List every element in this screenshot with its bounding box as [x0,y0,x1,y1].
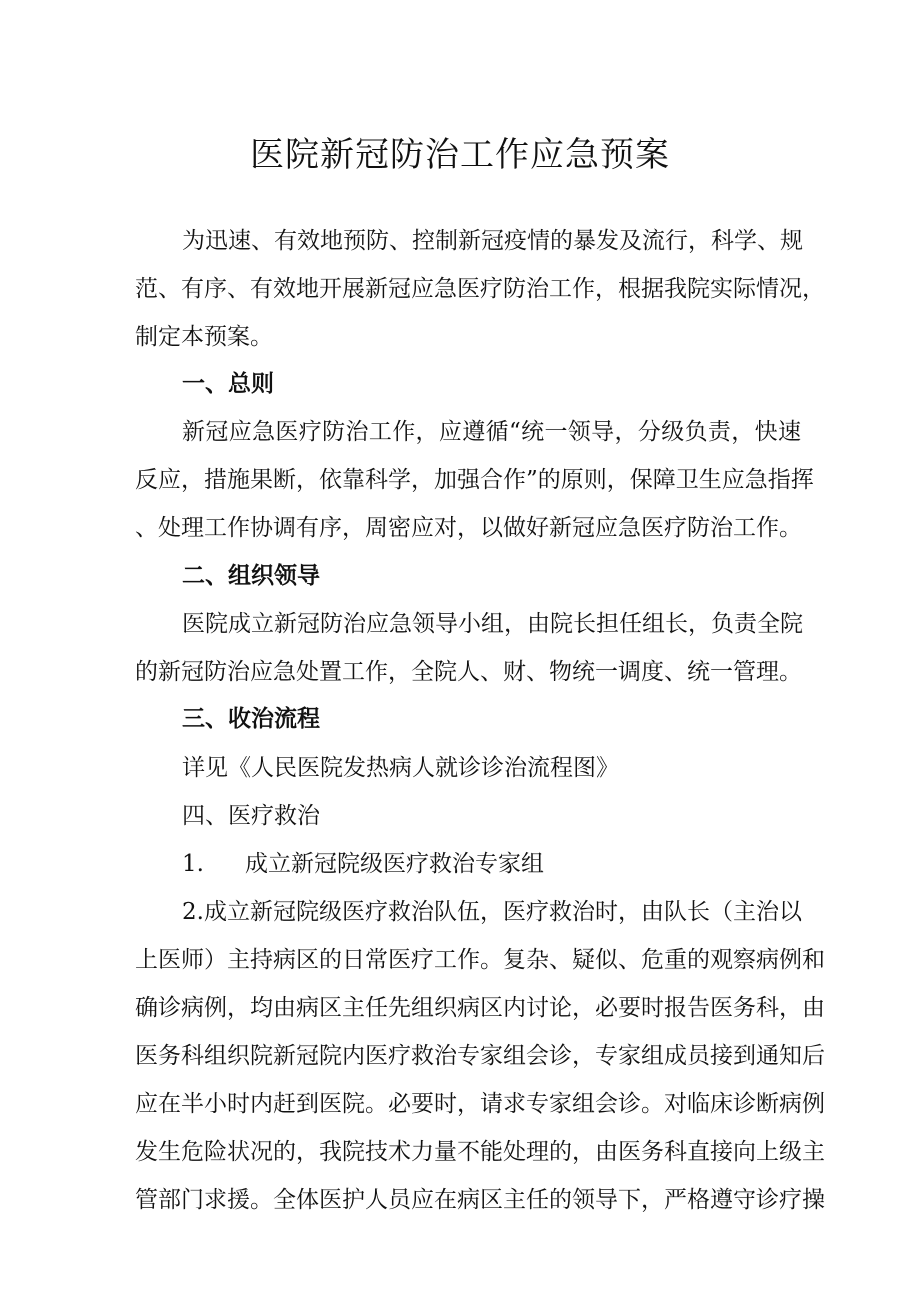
list-item-text: 成立新冠院级医疗救治专家组 [245,851,544,877]
section1-line: 新冠应急医疗防治工作，应遵循“统一领导，分级负责，快速 [182,419,801,445]
list-item-number: 1. [182,851,204,877]
section4-item2-line: 应在半小时内赶到医院。必要时，请求专家组会诊。对临床诊断病例 [135,1091,825,1117]
section4-item2-line: 上医师）主持病区的日常医疗工作。复杂、疑似、危重的观察病例和 [135,947,825,973]
section-heading-medical-treatment: 四、医疗救治 [182,803,320,829]
section4-item2-line: 发生危险状况的，我院技术力量不能处理的，由医务科直接向上级主 [135,1139,825,1165]
section1-line: 反应，措施果断，依靠科学，加强合作”的原则，保障卫生应急指挥 [135,467,814,493]
section4-item2-line: 管部门求援。全体医护人员应在病区主任的领导下，严格遵守诊疗操 [135,1187,825,1213]
document-title: 医院新冠防治工作应急预案 [250,135,670,175]
intro-line: 制定本预案。 [135,324,273,350]
section3-line: 详见《人民医院发热病人就诊诊治流程图》 [182,755,619,781]
section-heading-general: 一、总则 [182,371,274,397]
section2-line: 医院成立新冠防治应急领导小组，由院长担任组长，负责全院 [182,611,803,637]
section-heading-organization: 二、组织领导 [182,563,320,589]
section4-item2-line: 医务科组织院新冠院内医疗救治专家组会诊，专家组成员接到通知后 [135,1043,825,1069]
section-heading-admission-process: 三、收治流程 [182,706,320,732]
section4-item2-line: 2.成立新冠院级医疗救治队伍，医疗救治时，由队长（主治以 [182,899,802,925]
intro-line: 为迅速、有效地预防、控制新冠疫情的暴发及流行，科学、规 [182,228,803,254]
section4-item2-line: 确诊病例，均由病区主任先组织病区内讨论，必要时报告医务科，由 [135,995,825,1021]
section2-line: 的新冠防治应急处置工作，全院人、财、物统一调度、统一管理。 [135,659,802,685]
intro-line: 范、有序、有效地开展新冠应急医疗防治工作，根据我院实际情况， [135,276,825,302]
section1-line: 、处理工作协调有序，周密应对，以做好新冠应急医疗防治工作。 [135,515,802,541]
